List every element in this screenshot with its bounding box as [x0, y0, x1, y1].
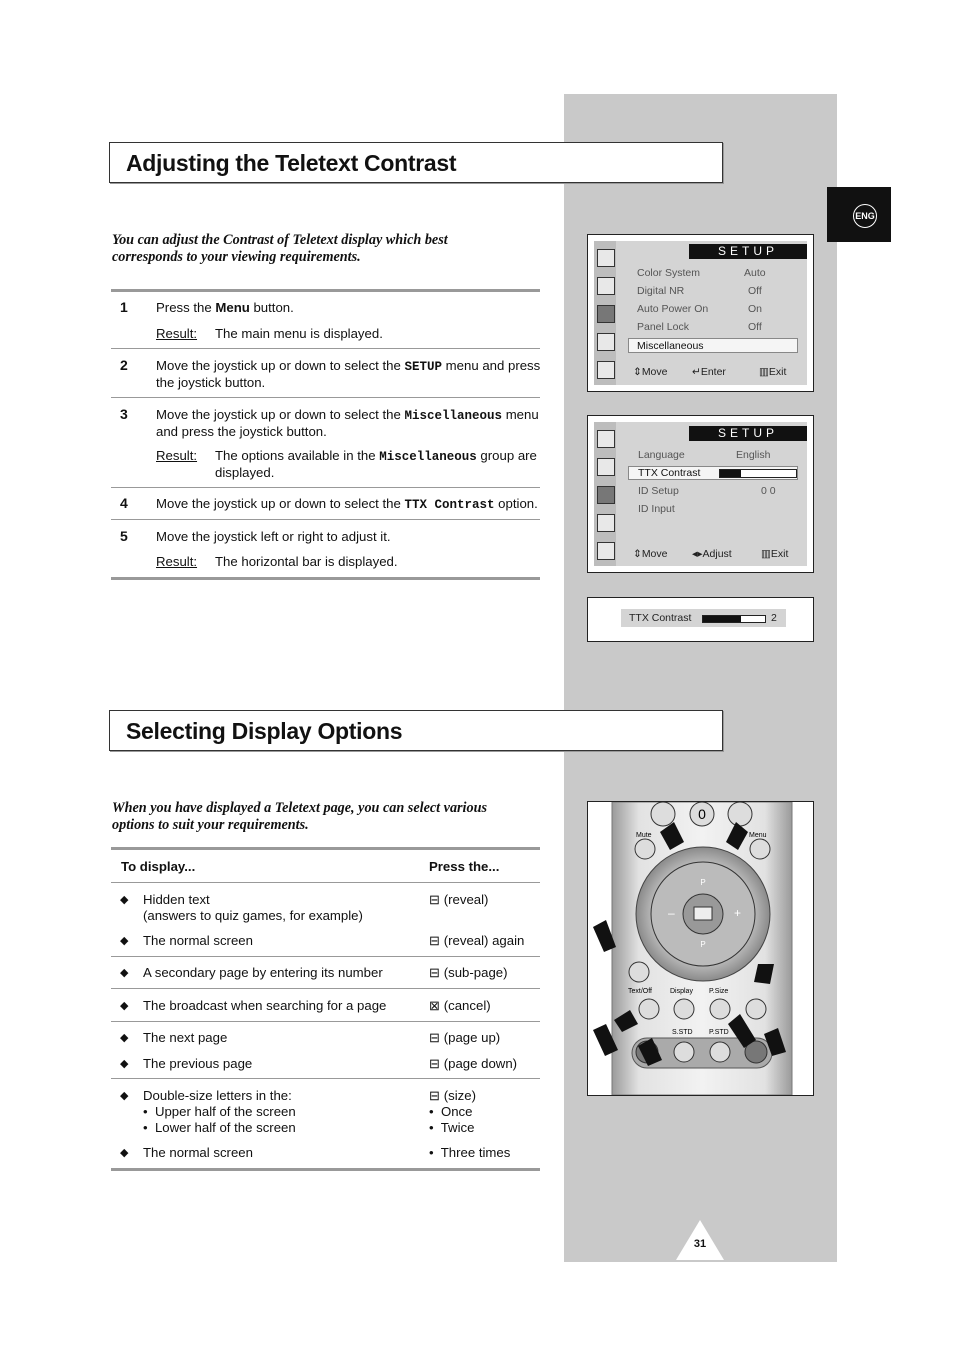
- rule: [111, 487, 540, 488]
- osd-header: SETUP: [689, 244, 807, 259]
- input-icon: [597, 361, 615, 379]
- osd-row-value: On: [748, 303, 763, 315]
- osd-row-label: Digital NR: [637, 285, 685, 297]
- clock-icon: [597, 514, 615, 532]
- step-number: 5: [120, 528, 128, 544]
- result-text: The main menu is displayed.: [215, 326, 383, 341]
- sound-icon: [597, 458, 615, 476]
- section-heading: Adjusting the Teletext Contrast: [126, 150, 457, 176]
- osd-bar-value: 2: [771, 612, 777, 624]
- setup-icon: [597, 486, 615, 504]
- osd-foot-move: ⇕Move: [633, 366, 668, 378]
- osd-row-label: Color System: [637, 267, 701, 279]
- diamond-bullet-icon: ◆: [120, 1090, 129, 1102]
- table-cell: A secondary page by entering its number: [143, 965, 383, 980]
- table-cell: • Lower half of the screen: [143, 1120, 296, 1135]
- section1-intro: You can adjust the Contrast of Teletext display which best corresponds to your viewing requirements.: [112, 232, 448, 265]
- diamond-bullet-icon: ◆: [120, 1000, 129, 1012]
- osd-contrast-bar: [719, 469, 797, 478]
- osd-row-value: Off: [748, 321, 762, 333]
- result-label: Result:: [156, 554, 198, 569]
- diamond-bullet-icon: ◆: [120, 894, 129, 906]
- rule: [111, 882, 540, 883]
- table-cell: The normal screen: [143, 1145, 253, 1160]
- table-cell: The previous page: [143, 1056, 253, 1071]
- rule: [111, 1021, 540, 1022]
- section2-intro: When you have displayed a Teletext page, you can select various options to suit your requirements.: [112, 800, 488, 833]
- section-title-display-options: [109, 710, 723, 751]
- osd-foot-adjust: ◂▸Adjust: [692, 548, 732, 560]
- rule: [111, 397, 540, 398]
- diamond-bullet-icon: ◆: [120, 1032, 129, 1044]
- diamond-bullet-icon: ◆: [120, 935, 129, 947]
- size-button-icon: ⊟: [429, 1088, 441, 1103]
- svg-text:+: +: [734, 906, 742, 920]
- osd-header: SETUP: [689, 426, 807, 441]
- rule: [111, 519, 540, 520]
- osd-foot-exit: ▥Exit: [761, 548, 789, 560]
- table-cell: The next page: [143, 1030, 228, 1045]
- step-number: 4: [120, 495, 128, 511]
- osd-row-label: TTX Contrast: [638, 467, 701, 479]
- diamond-bullet-icon: ◆: [120, 967, 129, 979]
- remote-sstd-label: S.STD: [672, 1029, 693, 1036]
- table-header-display: To display...: [121, 859, 196, 874]
- osd-setup-misc: [587, 415, 814, 573]
- osd-icon-column: [594, 422, 616, 566]
- osd-foot-exit: ▥Exit: [759, 366, 787, 378]
- table-cell: ⊟ (reveal) again: [429, 933, 525, 948]
- step-text: Move the joystick up or down to select the TTX Contrast option.: [156, 496, 538, 512]
- remote-illustration: [587, 801, 814, 1096]
- input-icon: [597, 542, 615, 560]
- step-number: 3: [120, 406, 128, 422]
- table-cell: ⊟ (page down): [429, 1056, 518, 1071]
- sound-icon: [597, 277, 615, 295]
- osd-row-value: 0 0: [761, 485, 776, 497]
- osd-row-label: Auto Power On: [637, 303, 709, 315]
- result-text: The horizontal bar is displayed.: [215, 554, 398, 569]
- table-cell: ⊠ (cancel): [429, 998, 491, 1013]
- page-up-button-icon: ⊟: [429, 1030, 441, 1045]
- table-header-press: Press the...: [429, 859, 500, 874]
- page-down-button-icon: ⊟: [429, 1056, 441, 1071]
- picture-icon: [597, 430, 615, 448]
- remote-textoff-label: Text/Off: [628, 988, 652, 995]
- remote-drawing: [588, 802, 813, 1095]
- osd-row-value: Auto: [744, 267, 766, 279]
- result-label: Result:: [156, 448, 198, 463]
- table-cell: • Upper half of the screen: [143, 1104, 296, 1119]
- clock-icon: [597, 333, 615, 351]
- textoff-button: [629, 962, 649, 982]
- remote-pstd-label: P.STD: [709, 1029, 729, 1036]
- diamond-bullet-icon: ◆: [120, 1147, 129, 1159]
- osd-bar: [702, 615, 766, 623]
- osd-row-label: Panel Lock: [637, 321, 689, 333]
- osd-row-label: ID Input: [638, 503, 675, 515]
- rule: [111, 1078, 540, 1079]
- rule: [111, 348, 540, 349]
- osd-selected-label: Miscellaneous: [637, 340, 704, 352]
- osd-bar-label: TTX Contrast: [629, 612, 692, 624]
- osd-ttx-contrast-bar: [587, 597, 814, 642]
- step-number: 2: [120, 357, 128, 373]
- result-text: The options available in the Miscellaneous group are displayed.: [215, 448, 537, 480]
- section-heading: Selecting Display Options: [126, 718, 403, 744]
- menu-button: [750, 839, 770, 859]
- remote-menu-label: Menu: [749, 832, 767, 839]
- svg-text:–: –: [668, 906, 675, 920]
- result-label: Result:: [156, 326, 198, 341]
- step-text: Press the Menu button.: [156, 300, 294, 315]
- step-text: Move the joystick up or down to select the SETUP menu and press the joystick button.: [156, 358, 541, 390]
- mute-button: [635, 839, 655, 859]
- osd-row-label: ID Setup: [638, 485, 679, 497]
- remote-p-down-label: P: [700, 940, 706, 949]
- table-cell: ⊟ (page up): [429, 1030, 501, 1045]
- osd-row-label: Language: [638, 449, 685, 461]
- step-number: 1: [120, 299, 128, 315]
- subpage-button-icon: ⊟: [429, 965, 441, 980]
- section-title-teletext-contrast: [109, 142, 723, 183]
- rule: [111, 577, 540, 580]
- osd-icon-column: [594, 241, 616, 385]
- table-cell: • Once: [429, 1104, 473, 1119]
- osd-row-value: Off: [748, 285, 762, 297]
- reveal-button-icon: ⊟: [429, 892, 441, 907]
- rule: [111, 847, 540, 850]
- osd-contrast-fill: [720, 470, 741, 477]
- remote-mute-label: Mute: [636, 832, 652, 839]
- remote-psize-label: P.Size: [709, 988, 729, 995]
- rule: [111, 289, 540, 292]
- language-tab: [827, 187, 891, 242]
- eng-badge: ENG: [853, 204, 877, 228]
- osd-setup-menu: [587, 234, 814, 392]
- table-cell: ⊟ (sub-page): [429, 965, 508, 980]
- remote-p-up-label: P: [700, 878, 706, 887]
- picture-icon: [597, 249, 615, 267]
- table-cell: Hidden text (answers to quiz games, for example): [143, 892, 363, 923]
- rule: [111, 988, 540, 989]
- osd-foot-move: ⇕Move: [633, 548, 668, 560]
- setup-icon: [597, 305, 615, 323]
- osd-bar-fill: [703, 616, 741, 622]
- table-cell: • Three times: [429, 1145, 511, 1160]
- osd-row-value: English: [736, 449, 771, 461]
- step-text: Move the joystick up or down to select the Miscellaneous menu and press the joystick button.: [156, 407, 539, 439]
- table-cell: ⊟ (size): [429, 1088, 476, 1103]
- reveal-button-icon: ⊟: [429, 933, 441, 948]
- table-cell: Double-size letters in the:: [143, 1088, 292, 1103]
- osd-foot-enter: ↵Enter: [692, 366, 726, 378]
- table-cell: • Twice: [429, 1120, 475, 1135]
- rule: [111, 1168, 540, 1171]
- diamond-bullet-icon: ◆: [120, 1058, 129, 1070]
- remote-zero-label: 0: [698, 806, 706, 822]
- page-number: 31: [693, 1238, 707, 1250]
- remote-display-label: Display: [670, 988, 693, 995]
- table-cell: The broadcast when searching for a page: [143, 998, 387, 1013]
- cancel-button-icon: ⊠: [429, 998, 441, 1013]
- step-text: Move the joystick left or right to adjust it.: [156, 529, 391, 544]
- table-cell: ⊟ (reveal): [429, 892, 489, 907]
- table-cell: The normal screen: [143, 933, 253, 948]
- rule: [111, 956, 540, 957]
